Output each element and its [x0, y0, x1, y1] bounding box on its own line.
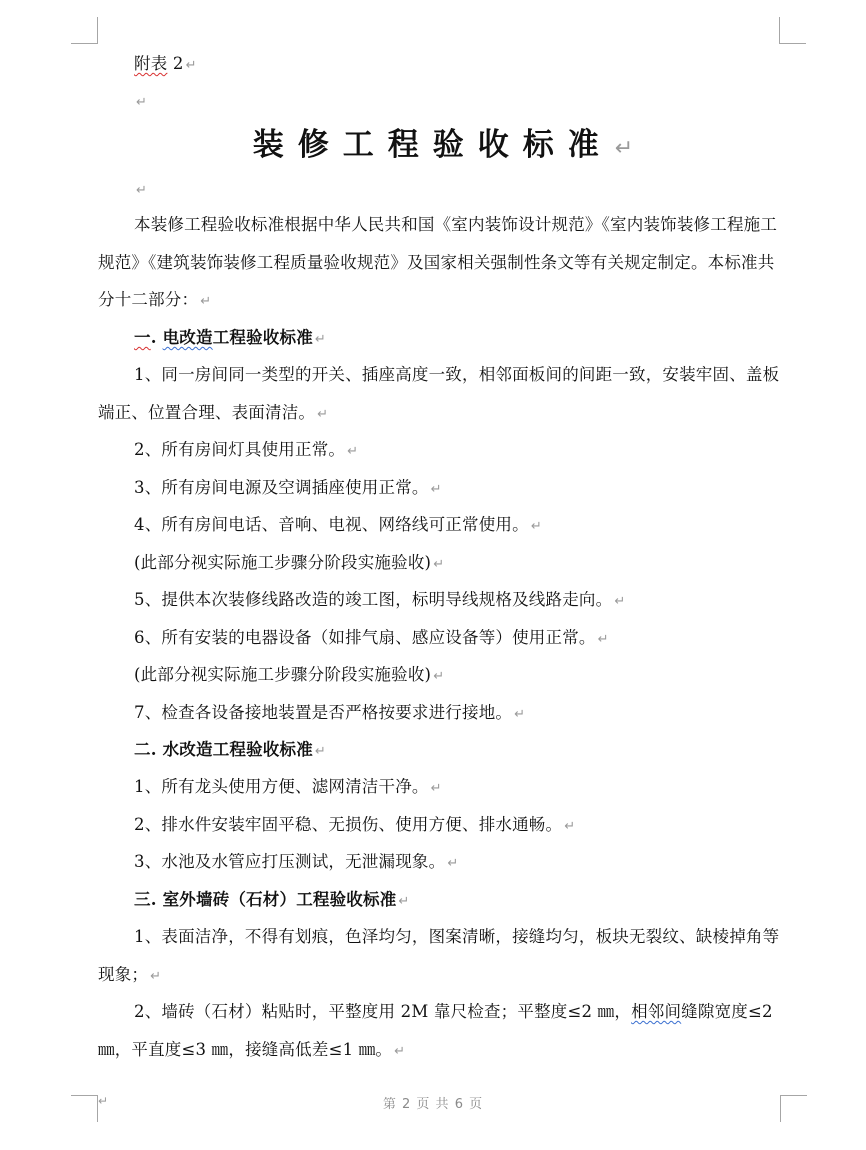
paragraph-mark-icon: ↵	[314, 332, 326, 347]
attachment-label-number: 2	[167, 54, 184, 73]
list-item[interactable]	[98, 918, 780, 995]
section-heading-wall-tile[interactable]	[98, 881, 780, 921]
section-heading-separator: .	[150, 328, 163, 347]
list-item-text: 缝隙宽度≤2 ㎜，平直度≤3 ㎜，接缝高低差≤1 ㎜。	[98, 1002, 773, 1059]
list-item-text: (此部分视实际施工步骤分阶段实施验收)	[134, 553, 432, 572]
list-item[interactable]	[98, 694, 780, 734]
page-number-footer: 第 2 页 共 6 页	[382, 1097, 484, 1112]
list-item[interactable]	[98, 431, 780, 471]
section-heading-text: 三. 室外墙砖（石材）工程验收标准	[134, 890, 397, 909]
section-heading-number: 一	[134, 328, 151, 347]
list-item[interactable]	[98, 843, 780, 883]
paragraph-mark-icon: ↵	[514, 707, 526, 722]
list-item[interactable]	[98, 993, 780, 1070]
paragraph-mark-icon: ↵	[394, 1043, 406, 1059]
paragraph-mark-icon: ↵	[317, 406, 329, 422]
list-item-text: 3、水池及水管应打压测试，无泄漏现象。	[134, 852, 446, 871]
list-item-text: 4、所有房间电话、音响、电视、网络线可正常使用。	[134, 515, 529, 534]
paragraph-mark-icon: ↵	[347, 444, 359, 459]
paragraph-mark-icon: ↵	[597, 632, 609, 647]
list-item-text: 5、提供本次装修线路改造的竣工图，标明导线规格及线路走向。	[134, 590, 613, 609]
empty-paragraph[interactable]	[134, 170, 816, 210]
document-title-text: 装修工程验收标准	[252, 127, 613, 163]
list-item[interactable]	[98, 506, 780, 546]
list-item-text: 1、所有龙头使用方便、滤网清洁干净。	[134, 777, 429, 796]
list-item-text: 1、表面洁净，不得有划痕，色泽均匀，图案清晰，接缝均匀，板块无裂纹、缺棱掉角等现象；	[98, 927, 780, 984]
paragraph-mark-icon: ↵	[185, 58, 197, 73]
paragraph-mark-icon: ↵	[614, 136, 634, 161]
paragraph-mark-icon: ↵	[430, 781, 442, 796]
paragraph-mark-icon: ↵	[150, 968, 162, 984]
paragraph-mark-icon: ↵	[136, 95, 147, 110]
list-item-text: (此部分视实际施工步骤分阶段实施验收)	[134, 665, 432, 684]
attachment-label[interactable]	[134, 45, 816, 85]
paragraph-mark-icon: ↵	[314, 744, 326, 759]
paragraph-mark-icon: ↵	[200, 294, 212, 309]
list-item-text: 3、所有房间电源及空调插座使用正常。	[134, 478, 429, 497]
attachment-label-text: 附表	[134, 54, 168, 73]
list-item[interactable]	[98, 356, 780, 433]
section-heading-part-a: 电改造	[162, 328, 213, 347]
empty-paragraph[interactable]	[134, 82, 816, 122]
paragraph-mark-icon: ↵	[136, 183, 147, 198]
intro-text: 本装修工程验收标准根据中华人民共和国《室内装饰设计规范》《室内装饰装修工程施工规范》《建筑装饰装修工程质量验收规范》及国家相关强制性条文等有关规定制定。本标准共分十二部分：	[98, 215, 778, 309]
section-heading-text: 二. 水改造工程验收标准	[134, 740, 313, 759]
list-item-text: 6、所有安装的电器设备（如排气扇、感应设备等）使用正常。	[134, 628, 596, 647]
list-item-note[interactable]	[98, 544, 780, 584]
list-item-note[interactable]	[98, 656, 780, 696]
paragraph-mark-icon: ↵	[398, 894, 410, 909]
list-item[interactable]	[98, 619, 780, 659]
list-item[interactable]	[98, 469, 780, 509]
footer-paragraph-mark-icon: ↵	[98, 1094, 109, 1108]
paragraph-mark-icon: ↵	[530, 519, 542, 534]
list-item[interactable]	[98, 806, 780, 846]
paragraph-mark-icon: ↵	[433, 669, 445, 684]
document-title[interactable]	[0, 120, 866, 174]
section-heading-electrical[interactable]	[98, 319, 780, 359]
list-item-text: 1、同一房间同一类型的开关、插座高度一致，相邻面板间的间距一致，安装牢固、盖板端正、位置合理、表面清洁。	[98, 365, 780, 422]
intro-paragraph[interactable]	[98, 206, 780, 321]
section-heading-water[interactable]	[98, 731, 780, 771]
list-item-text: 7、检查各设备接地装置是否严格按要求进行接地。	[134, 703, 513, 722]
page-corner-top-right	[779, 17, 806, 44]
list-item-text: 2、所有房间灯具使用正常。	[134, 440, 346, 459]
paragraph-mark-icon: ↵	[564, 819, 576, 834]
paragraph-mark-icon: ↵	[447, 856, 459, 871]
list-item[interactable]	[98, 768, 780, 808]
paragraph-mark-icon: ↵	[430, 482, 442, 497]
list-item-text: 2、排水件安装牢固平稳、无损伤、使用方便、排水通畅。	[134, 815, 563, 834]
list-item-text: 2、墙砖（石材）粘贴时，平整度用 2M 靠尺检查；平整度≤2 ㎜，	[134, 1002, 632, 1021]
paragraph-mark-icon: ↵	[433, 557, 445, 572]
page-corner-top-left	[71, 17, 98, 44]
section-heading-part-b: 工程验收标准	[212, 328, 313, 347]
grammar-flagged-text: 相邻间	[631, 1002, 682, 1021]
list-item[interactable]	[98, 581, 780, 621]
paragraph-mark-icon: ↵	[614, 594, 626, 609]
